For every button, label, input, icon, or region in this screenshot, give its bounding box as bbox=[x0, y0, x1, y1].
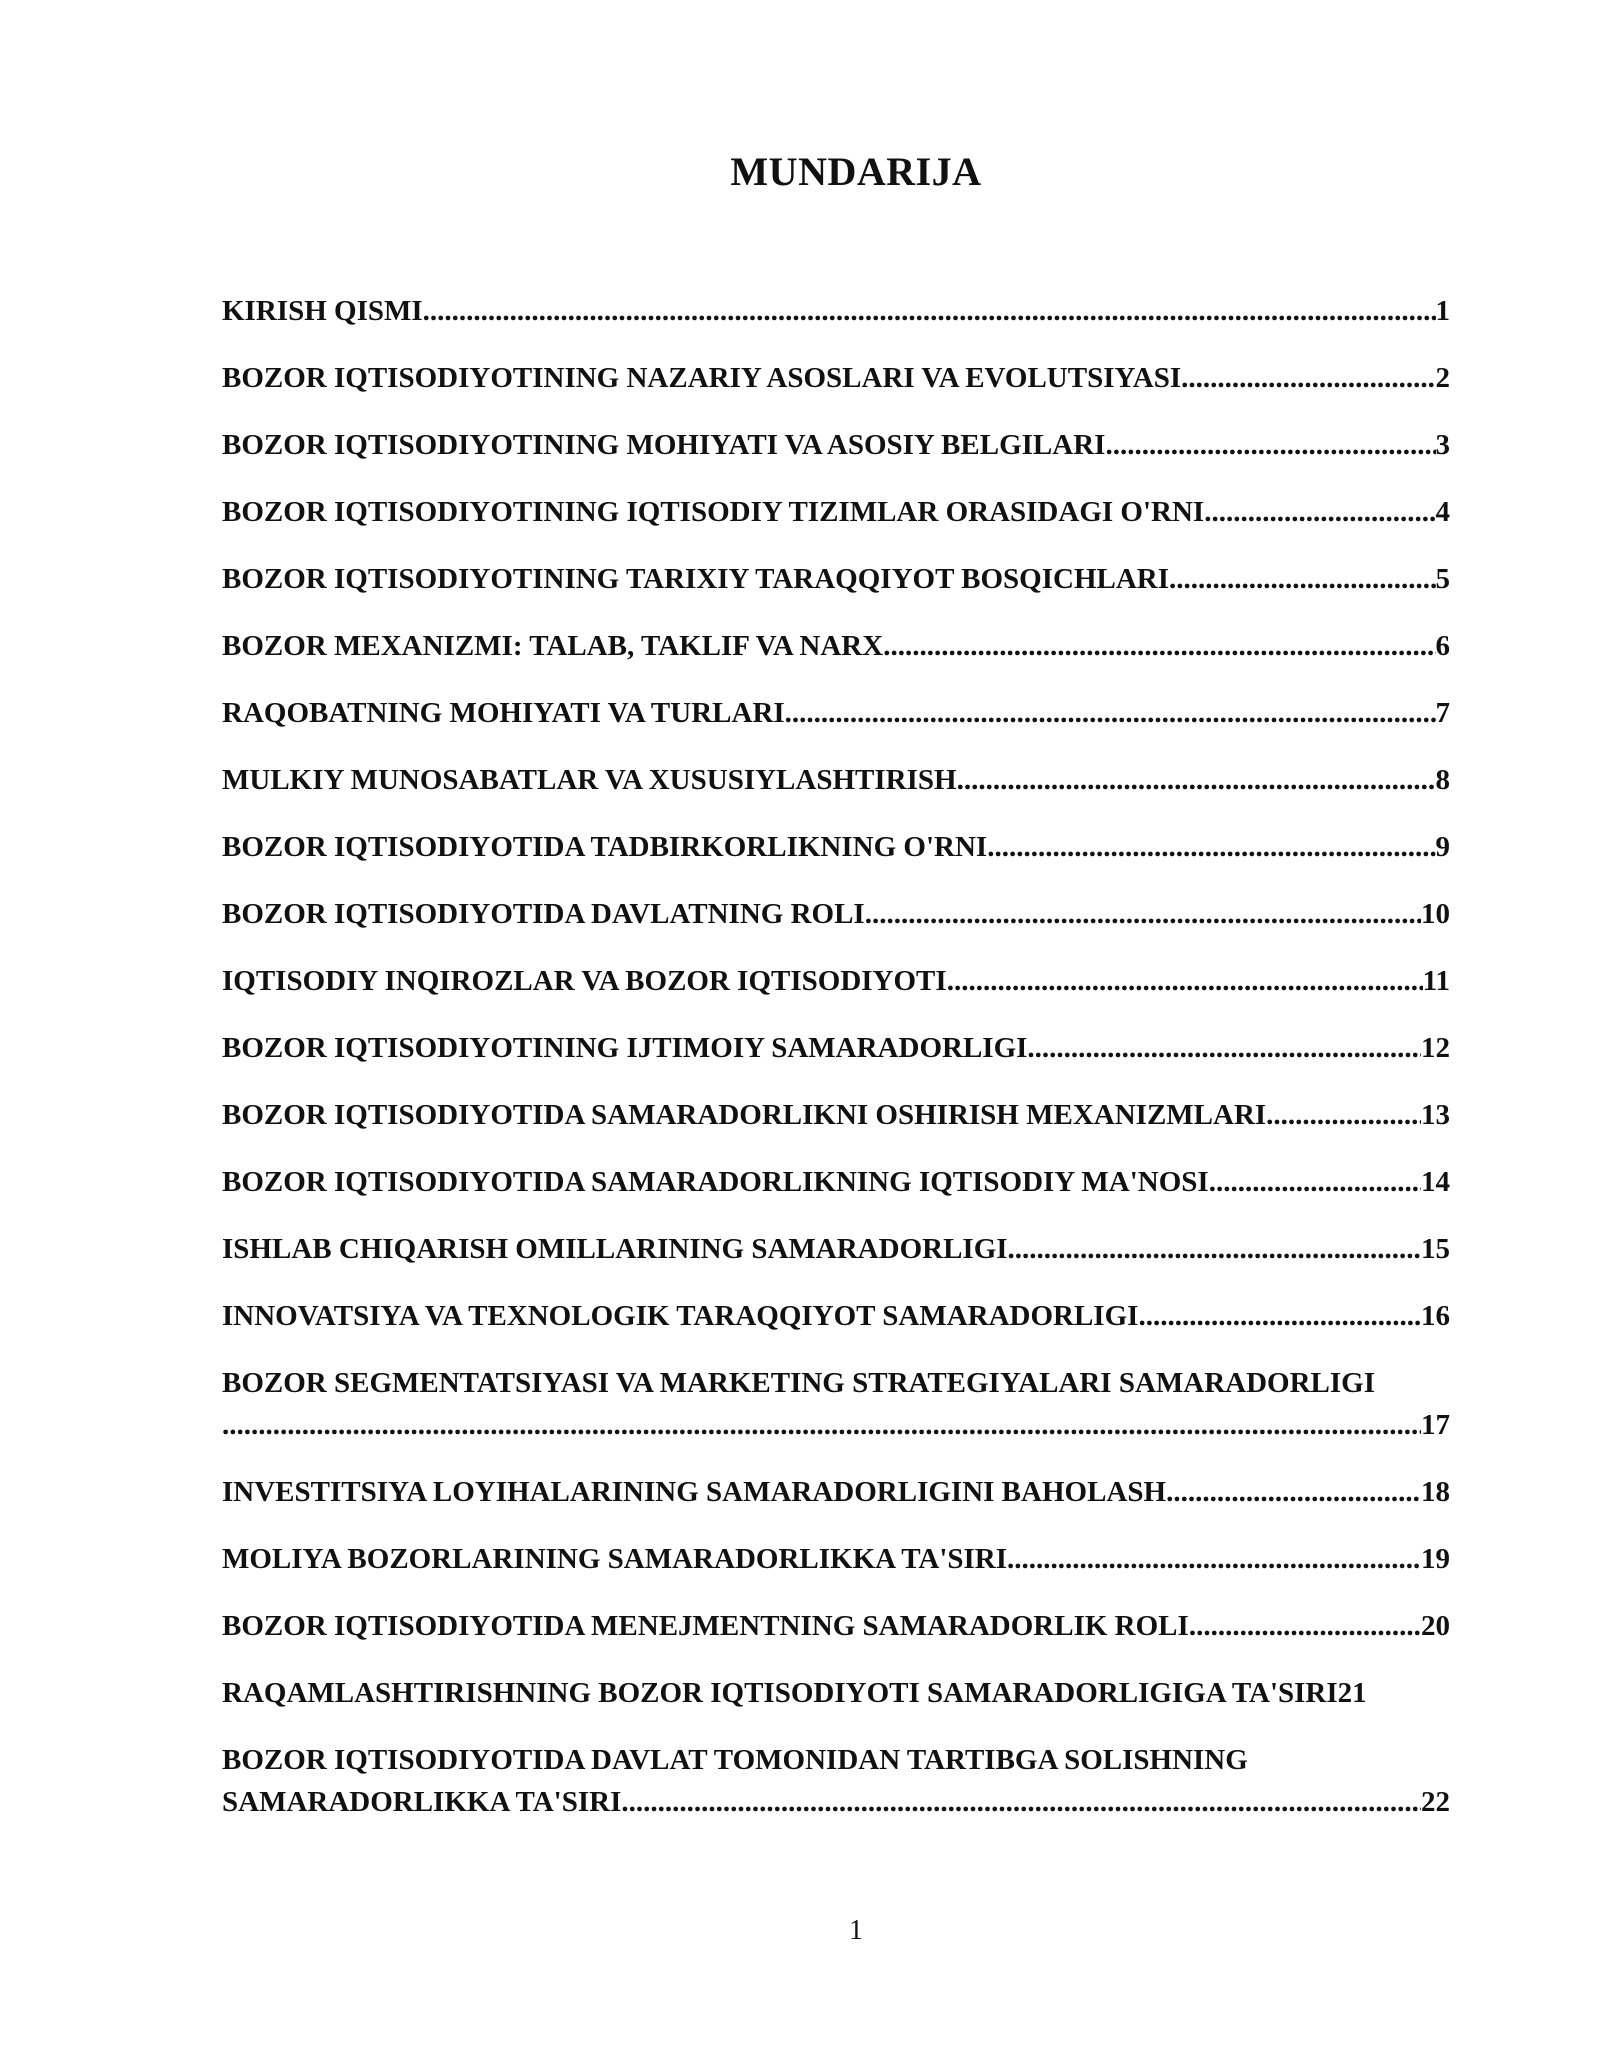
toc-entry-title: BOZOR IQTISODIYOTINING IJTIMOIY SAMARADORLIGI bbox=[222, 1032, 1028, 1064]
toc-entry-page: 13 bbox=[1421, 1099, 1450, 1131]
dot-leader bbox=[1138, 1295, 1421, 1337]
toc-entry-title: BOZOR IQTISODIYOTIDA DAVLATNING ROLI bbox=[222, 898, 865, 930]
dot-leader bbox=[785, 692, 1436, 734]
toc-entry-title: ISHLAB CHIQARISH OMILLARINING SAMARADORLIGI bbox=[222, 1233, 1008, 1265]
dot-leader bbox=[1189, 1605, 1421, 1647]
toc-entry[interactable] bbox=[222, 1538, 1450, 1580]
dot-leader bbox=[423, 290, 1436, 332]
dot-leader bbox=[947, 960, 1423, 1002]
toc-entry-page: 7 bbox=[1435, 697, 1450, 729]
toc-entry[interactable] bbox=[222, 357, 1450, 399]
toc-entry-title-line1: BOZOR IQTISODIYOTIDA DAVLAT TOMONIDAN TARTIBGA SOLISHNING bbox=[222, 1744, 1248, 1776]
dot-leader bbox=[222, 1404, 1421, 1446]
toc-entry[interactable] bbox=[222, 1228, 1450, 1270]
toc-entry-title: INNOVATSIYA VA TEXNOLOGIK TARAQQIYOT SAMARADORLIGI bbox=[222, 1300, 1139, 1332]
toc-entry-page: 1 bbox=[1435, 295, 1450, 327]
table-of-contents bbox=[222, 290, 1450, 1848]
toc-entry-title: BOZOR IQTISODIYOTIDA SAMARADORLIKNING IQTISODIY MA'NOSI bbox=[222, 1166, 1209, 1198]
toc-entry[interactable] bbox=[222, 759, 1450, 801]
toc-entry[interactable] bbox=[222, 558, 1450, 600]
toc-entry-page: 6 bbox=[1435, 630, 1450, 662]
dot-leader bbox=[1181, 357, 1435, 399]
dot-leader bbox=[1209, 1161, 1421, 1203]
toc-entry-page: 3 bbox=[1435, 429, 1450, 461]
toc-entry-title: BOZOR SEGMENTATSIYASI VA MARKETING STRATEGIYALARI SAMARADORLIGI bbox=[222, 1367, 1376, 1399]
toc-entry[interactable] bbox=[222, 826, 1450, 868]
dot-leader bbox=[1266, 1094, 1421, 1136]
toc-entry[interactable] bbox=[222, 625, 1450, 667]
toc-entry[interactable] bbox=[222, 1605, 1450, 1647]
toc-entry[interactable] bbox=[222, 1161, 1450, 1203]
toc-entry-title: MULKIY MUNOSABATLAR VA XUSUSIYLASHTIRISH bbox=[222, 764, 957, 796]
toc-entry-page: 20 bbox=[1421, 1610, 1450, 1642]
dot-leader bbox=[1105, 424, 1435, 466]
toc-entry[interactable] bbox=[222, 1739, 1450, 1823]
toc-entry[interactable] bbox=[222, 1672, 1450, 1714]
toc-entry-title: BOZOR IQTISODIYOTIDA TADBIRKORLIKNING O'RNI bbox=[222, 831, 988, 863]
toc-entry[interactable] bbox=[222, 1027, 1450, 1069]
page-number: 1 bbox=[849, 1915, 863, 1946]
toc-entry-page: 21 bbox=[1337, 1677, 1367, 1709]
toc-entry-page: 19 bbox=[1421, 1543, 1450, 1575]
toc-entry-title: INVESTITSIYA LOYIHALARINING SAMARADORLIGINI BAHOLASH bbox=[222, 1476, 1167, 1508]
toc-entry[interactable] bbox=[222, 1094, 1450, 1136]
toc-entry-title: KIRISH QISMI bbox=[222, 295, 423, 327]
dot-leader bbox=[621, 1781, 1421, 1823]
toc-entry-page: 18 bbox=[1421, 1476, 1450, 1508]
page-title: MUNDARIJA bbox=[730, 149, 982, 194]
toc-entry-page: 17 bbox=[1421, 1409, 1450, 1441]
toc-entry-title: BOZOR IQTISODIYOTINING IQTISODIY TIZIMLAR ORASIDAGI O'RNI bbox=[222, 496, 1205, 528]
toc-entry-title: BOZOR IQTISODIYOTIDA MENEJMENTNING SAMARADORLIK ROLI bbox=[222, 1610, 1189, 1642]
toc-entry-page: 15 bbox=[1421, 1233, 1450, 1265]
toc-entry[interactable] bbox=[222, 893, 1450, 935]
toc-entry-page: 5 bbox=[1435, 563, 1450, 595]
toc-entry-title: BOZOR IQTISODIYOTINING TARIXIY TARAQQIYOT BOSQICHLARI bbox=[222, 563, 1170, 595]
toc-entry-title-line2: SAMARADORLIKKA TA'SIRI bbox=[222, 1786, 622, 1818]
toc-entry-title: BOZOR IQTISODIYOTINING NAZARIY ASOSLARI VA EVOLUTSIYASI bbox=[222, 362, 1182, 394]
dot-leader bbox=[1169, 558, 1435, 600]
toc-entry-page: 12 bbox=[1421, 1032, 1450, 1064]
toc-entry-title: IQTISODIY INQIROZLAR VA BOZOR IQTISODIYOTI bbox=[222, 965, 947, 997]
toc-entry-title: MOLIYA BOZORLARINING SAMARADORLIKKA TA'SIRI bbox=[222, 1543, 1008, 1575]
toc-entry-page: 10 bbox=[1421, 898, 1450, 930]
toc-entry[interactable] bbox=[222, 1471, 1450, 1513]
toc-entry[interactable] bbox=[222, 1362, 1450, 1446]
toc-entry-page: 9 bbox=[1435, 831, 1450, 863]
toc-entry-page: 11 bbox=[1422, 965, 1450, 997]
toc-entry-title: BOZOR IQTISODIYOTIDA SAMARADORLIKNI OSHIRISH MEXANIZMLARI bbox=[222, 1099, 1267, 1131]
toc-entry[interactable] bbox=[222, 290, 1450, 332]
dot-leader bbox=[1166, 1471, 1421, 1513]
toc-entry-title: RAQAMLASHTIRISHNING BOZOR IQTISODIYOTI SAMARADORLIGIGA TA'SIRI bbox=[222, 1677, 1338, 1709]
dot-leader bbox=[1204, 491, 1435, 533]
toc-entry[interactable] bbox=[222, 692, 1450, 734]
dot-leader bbox=[957, 759, 1436, 801]
toc-entry-page: 16 bbox=[1421, 1300, 1450, 1332]
dot-leader bbox=[865, 893, 1421, 935]
toc-entry[interactable] bbox=[222, 1295, 1450, 1337]
dot-leader bbox=[883, 625, 1435, 667]
toc-entry-page: 22 bbox=[1421, 1786, 1450, 1818]
dot-leader bbox=[987, 826, 1435, 868]
toc-entry[interactable] bbox=[222, 960, 1450, 1002]
toc-entry-title: RAQOBATNING MOHIYATI VA TURLARI bbox=[222, 697, 785, 729]
toc-entry-title: BOZOR IQTISODIYOTINING MOHIYATI VA ASOSIY BELGILARI bbox=[222, 429, 1106, 461]
dot-leader bbox=[1027, 1027, 1421, 1069]
toc-entry[interactable] bbox=[222, 424, 1450, 466]
toc-entry-page: 8 bbox=[1435, 764, 1450, 796]
dot-leader bbox=[1007, 1538, 1421, 1580]
toc-entry-page: 2 bbox=[1435, 362, 1450, 394]
toc-entry-page: 14 bbox=[1421, 1166, 1450, 1198]
toc-entry-page: 4 bbox=[1435, 496, 1450, 528]
toc-entry[interactable] bbox=[222, 491, 1450, 533]
dot-leader bbox=[1008, 1228, 1421, 1270]
toc-entry-title: BOZOR MEXANIZMI: TALAB, TAKLIF VA NARX bbox=[222, 630, 884, 662]
